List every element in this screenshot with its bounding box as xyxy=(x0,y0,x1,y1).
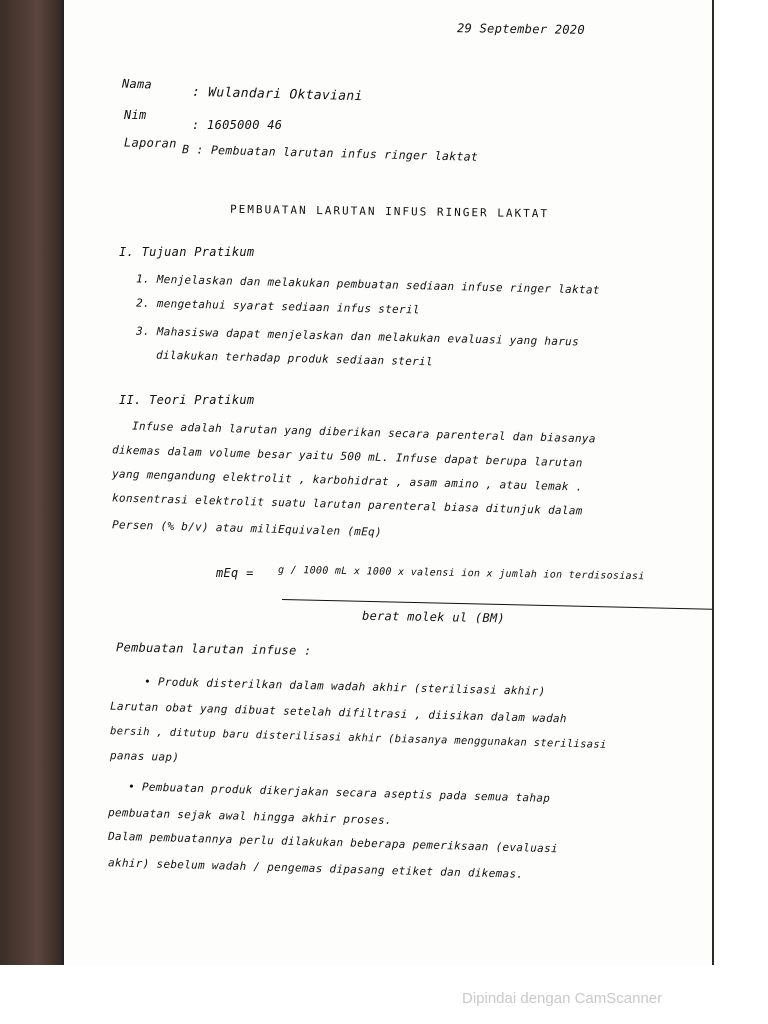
theory-line-5: Persen (% b/v) atau miliEquivalen (mEq) xyxy=(111,518,383,539)
document-title: PEMBUATAN LARUTAN INFUS RINGER LAKTAT xyxy=(229,202,550,221)
laporan-label: Laporan xyxy=(123,135,177,151)
section-1-heading: I. Tujuan Pratikum xyxy=(119,245,255,259)
theory-line-4: konsentrasi elektrolit suatu larutan parenteral biasa ditunjuk dalam xyxy=(111,491,583,518)
scan-background-edge xyxy=(0,0,68,965)
date-text: 29 September 2020 xyxy=(456,21,586,37)
nama-value: : Wulandari Oktaviani xyxy=(191,84,363,105)
procedure-line-1: • Produk disterilkan dalam wadah akhir (sterilisasi akhir) xyxy=(143,675,546,698)
procedure-line-7: Dalam pembuatannya perlu dilakukan beberapa pemeriksaan (evaluasi xyxy=(107,829,559,856)
procedure-line-4: panas uap) xyxy=(109,749,180,764)
theory-line-3: yang mengandung elektrolit , karbohidrat , asam amino , atau lemak . xyxy=(111,467,583,494)
scanned-page xyxy=(62,0,714,965)
camscanner-watermark: Dipindai dengan CamScanner xyxy=(462,990,663,1007)
section-1-item-3: 3. Mahasiswa dapat menjelaskan dan melakukan evaluasi yang harus xyxy=(135,324,580,349)
section-1-item-2: 2. mengetahui syarat sediaan infus steril xyxy=(135,296,420,317)
procedure-line-2: Larutan obat yang dibuat setelah difiltrasi , diisikan dalam wadah xyxy=(109,699,567,726)
section-1-item-1: 1. Menjelaskan dan melakukan pembuatan sediaan infuse ringer laktat xyxy=(135,272,600,297)
procedure-line-8: akhir) sebelum wadah / pengemas dipasang etiket dan dikemas. xyxy=(107,856,524,881)
procedure-line-5: • Pembuatan produk dikerjakan secara aseptis pada semua tahap xyxy=(127,780,551,805)
formula-numerator: g / 1000 mL x 1000 x valensi ion x jumlah ion terdisosiasi xyxy=(277,564,645,583)
theory-line-2: dikemas dalam volume besar yaitu 500 mL. Infuse dapat berupa larutan xyxy=(111,443,583,470)
nim-value: : 1605000 46 xyxy=(192,118,283,132)
laporan-value: B : Pembuatan larutan infus ringer laktat xyxy=(181,142,479,164)
section-1-item-3-cont: dilakukan terhadap produk sediaan steril xyxy=(155,348,434,369)
procedure-line-6: pembuatan sejak awal hingga akhir proses. xyxy=(107,806,392,827)
theory-line-1: Infuse adalah larutan yang diberikan secara parenteral dan biasanya xyxy=(131,419,596,446)
formula-denominator: berat molek ul (BM) xyxy=(361,608,506,626)
formula-lhs: mEq = xyxy=(216,566,254,580)
section-2-heading: II. Teori Pratikum xyxy=(119,393,255,407)
nim-label: Nim xyxy=(124,108,147,122)
formula-fraction-line xyxy=(282,599,714,610)
procedure-line-3: bersih , ditutup baru disterilisasi akhir (biasanya menggunakan sterilisasi xyxy=(109,725,607,751)
nama-label: Nama xyxy=(121,76,153,92)
section-3-heading: Pembuatan larutan infuse : xyxy=(115,640,312,658)
